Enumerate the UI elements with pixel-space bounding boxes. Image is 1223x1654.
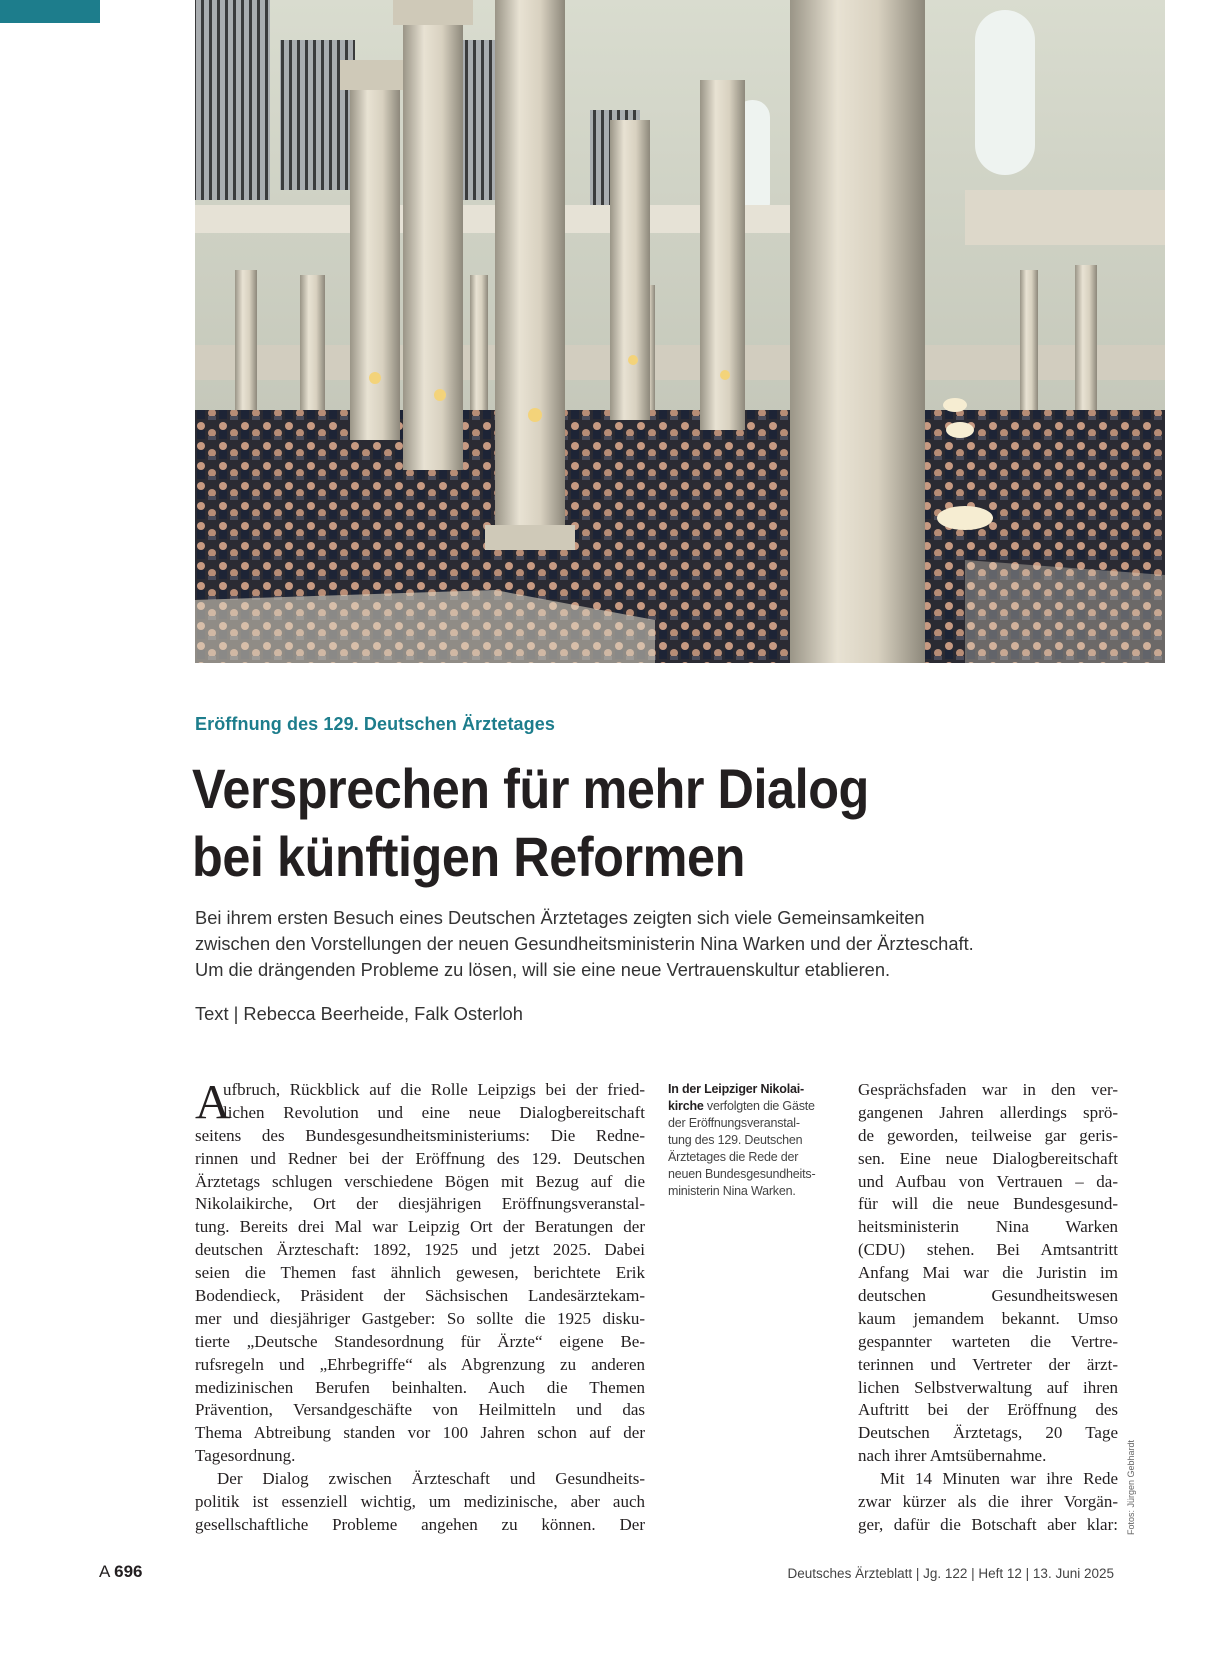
body-line: und Aufbau von Vertrauen – da- — [858, 1171, 1118, 1191]
body-line: Nikolaikirche, Ort der diesjährigen Eröffnungsveranstal- — [195, 1194, 645, 1214]
body-line: Der Dialog zwischen Ärzteschaft und Gesundheits- — [217, 1469, 645, 1489]
caption-line: der Eröffnungsveranstal- — [668, 1116, 800, 1130]
lead-line: zwischen den Vorstellungen der neuen Gesundheitsministerin Nina Warken und der Ärzteschaft. — [195, 933, 974, 954]
body-line: (CDU) stehen. Bei Amtsantritt — [858, 1240, 1118, 1260]
body-column-2 — [858, 1079, 1118, 1537]
caption-bold: kirche — [668, 1099, 704, 1113]
body-line: für will die neue Bundesgesund- — [858, 1194, 1118, 1214]
folio-prefix: A — [99, 1562, 110, 1581]
body-line: deutschen Ärzteschaft: 1892, 1925 und jetzt 2025. Dabei — [195, 1240, 645, 1260]
body-line: Thema Abtreibung standen vor 100 Jahren schon auf der — [195, 1423, 645, 1443]
headline-line: Versprechen für mehr Dialog — [192, 757, 869, 820]
body-line: ger, dafür die Botschaft aber klar: — [858, 1514, 1118, 1534]
body-line: gangenen Jahren allerdings sprö- — [858, 1102, 1118, 1122]
body-line: Bodendieck, Präsident der Sächsischen Landesärztekam- — [195, 1286, 645, 1306]
church-interior-photo — [195, 0, 1165, 663]
page-folio — [99, 1562, 143, 1582]
caption-line — [668, 1081, 843, 1098]
body-line: zwar kürzer als die ihrer Vorgän- — [858, 1492, 1118, 1512]
body-line: lichen Revolution und eine neue Dialogbereitschaft — [223, 1102, 645, 1122]
body-line: lichen Selbstverwaltung auf ihren — [858, 1377, 1118, 1397]
headline-line: bei künftigen Reformen — [192, 825, 745, 888]
body-line: Mit 14 Minuten war ihre Rede — [880, 1469, 1118, 1489]
body-line: rufsregeln und „Ehrbegriffe“ als Abgrenzung zu anderen — [195, 1354, 645, 1374]
caption-text: verfolgten die Gäste — [703, 1099, 815, 1113]
body-line: Prävention, Versandgeschäfte von Heilmitteln und das — [195, 1400, 645, 1420]
body-line: tung. Bereits drei Mal war Leipzig Ort der Beratungen der — [195, 1217, 645, 1237]
section-color-tab — [0, 0, 100, 23]
body-line: terinnen und Vertreter der ärzt- — [858, 1354, 1118, 1374]
body-column-1 — [195, 1074, 645, 1537]
article-kicker: Eröffnung des 129. Deutschen Ärztetages — [195, 714, 555, 734]
body-line: tierte „Deutsche Standesordnung für Ärzte“ eigene Be- — [195, 1331, 645, 1351]
body-line: ufbruch, Rückblick auf die Rolle Leipzigs bei der fried- — [223, 1080, 645, 1099]
photo-credit-text: Fotos: Jürgen Gebhardt — [1126, 1439, 1136, 1535]
body-line: deutschen Gesundheitswesen — [858, 1286, 1118, 1306]
caption-line: ministerin Nina Warken. — [668, 1184, 796, 1198]
body-line: Gesprächsfaden war in den ver- — [858, 1080, 1118, 1099]
lead-line: Um die drängenden Probleme zu lösen, will sie eine neue Vertrauenskultur etablieren. — [195, 959, 891, 980]
body-line: nach ihrer Amtsübernahme. — [858, 1446, 1047, 1466]
caption-line: Ärztetages die Rede der — [668, 1150, 799, 1164]
publication-info: Deutsches Ärzteblatt | Jg. 122 | Heft 12 | 13. Juni 2025 — [787, 1566, 1114, 1581]
page-number: 696 — [114, 1562, 143, 1581]
body-line: de geworden, teilweise gar geris- — [858, 1125, 1118, 1145]
body-line: sen. Eine neue Dialogbereitschaft — [858, 1148, 1118, 1168]
body-line: mer und diesjähriger Gastgeber: So sollte die 1925 disku- — [195, 1308, 645, 1328]
photo-credit — [1126, 1439, 1140, 1535]
byline: Text | Rebecca Beerheide, Falk Osterloh — [195, 1003, 523, 1024]
caption-line — [668, 1098, 843, 1115]
photo-caption — [668, 1081, 843, 1200]
article-headline — [192, 755, 1092, 891]
body-line: Deutschen Ärztetags, 20 Tage — [858, 1423, 1118, 1443]
body-line: Auftritt bei der Eröffnung des — [858, 1400, 1118, 1420]
article-lead — [195, 905, 1095, 983]
body-line: kaum jemandem bekannt. Umso — [858, 1308, 1118, 1328]
caption-line: tung des 129. Deutschen — [668, 1133, 803, 1147]
body-line: medizinischen Berufen beinhalten. Auch die Themen — [195, 1377, 645, 1397]
body-line: politik ist essenziell wichtig, um medizinische, aber auch — [195, 1492, 645, 1512]
body-line: rinnen und Redner bei der Eröffnung des 129. Deutschen — [195, 1148, 645, 1168]
lead-line: Bei ihrem ersten Besuch eines Deutschen Ärztetages zeigten sich viele Gemeinsamkeiten — [195, 907, 925, 928]
body-line: Tagesordnung. — [195, 1446, 296, 1466]
drop-cap: A — [195, 1074, 231, 1129]
body-line: gespannter warteten die Vertre- — [858, 1331, 1118, 1351]
body-line: seien die Themen fast ähnlich gewesen, berichtete Erik — [195, 1263, 645, 1283]
body-line: heitsministerin Nina Warken — [858, 1217, 1118, 1237]
caption-line: neuen Bundesgesundheits- — [668, 1167, 816, 1181]
body-line: gesellschaftliche Probleme angehen zu können. Der — [195, 1514, 645, 1534]
body-line: Anfang Mai war die Juristin im — [858, 1263, 1118, 1283]
caption-bold: In der Leipziger Nikolai- — [668, 1082, 804, 1096]
body-line: Ärztetags schlugen verschiedene Bögen mit Bezug auf die — [195, 1171, 645, 1191]
body-line: seitens des Bundesgesundheitsministeriums: Die Redne- — [195, 1125, 645, 1145]
